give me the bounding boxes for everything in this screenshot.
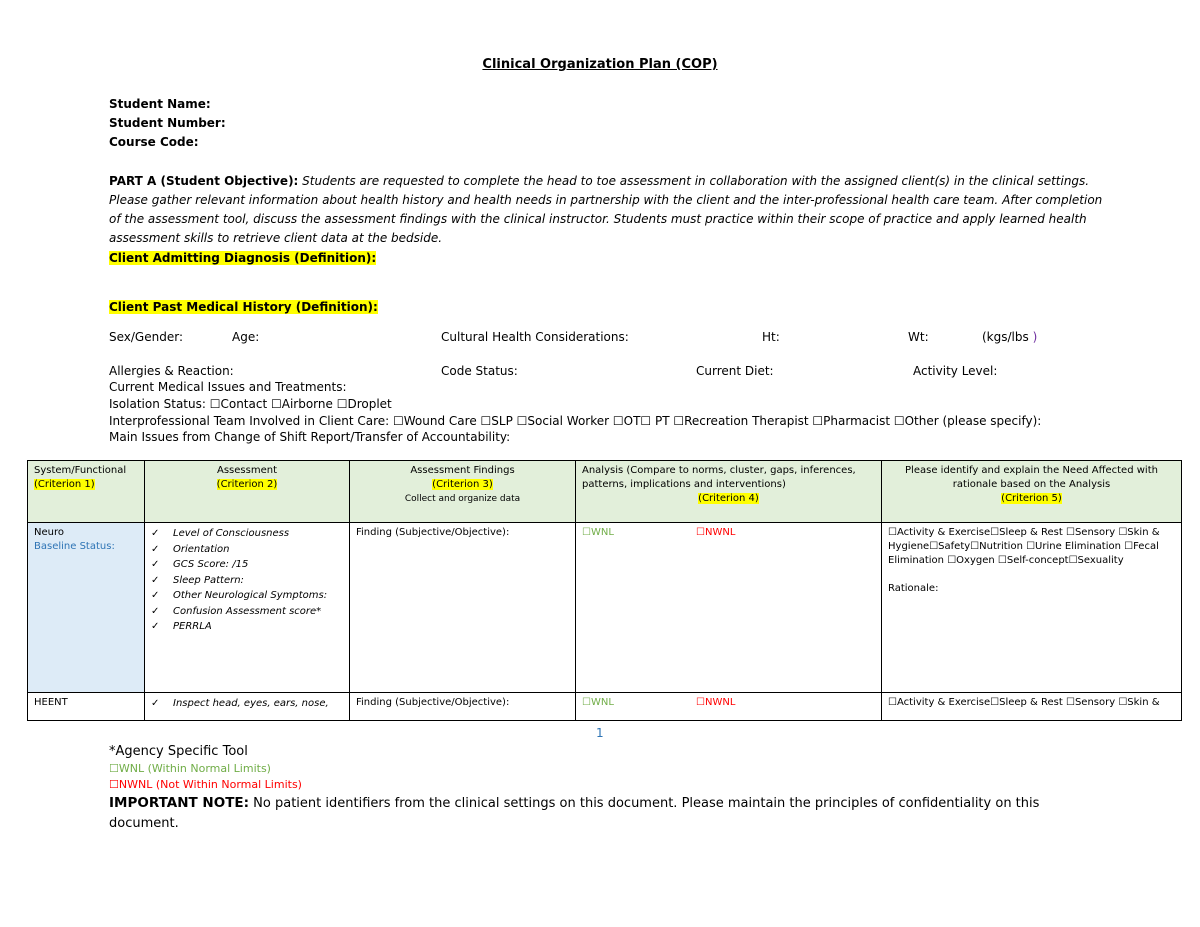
table-row-heent bbox=[28, 693, 1182, 721]
header-needs: Please identify and explain the Need Affected with rationale based on the Analysis (Criterion 5) bbox=[882, 461, 1182, 523]
student-name-label: Student Name: bbox=[109, 97, 211, 111]
cultural-label: Cultural Health Considerations: bbox=[441, 330, 629, 344]
neuro-assessment-item bbox=[151, 588, 343, 604]
document-title: Clinical Organization Plan (COP) bbox=[482, 57, 718, 72]
heent-finding-cell: Finding (Subjective/Objective): bbox=[350, 693, 576, 721]
checkmark-icon: ✓ bbox=[151, 605, 160, 617]
wnl-legend: ☐WNL (Within Normal Limits) bbox=[109, 762, 271, 775]
neuro-assessment-item bbox=[151, 573, 343, 589]
assessment-table bbox=[27, 460, 1182, 721]
neuro-assessment-item-label: GCS Score: /15 bbox=[173, 559, 249, 570]
checkmark-icon: ✓ bbox=[151, 543, 160, 555]
current-diet-label: Current Diet: bbox=[696, 364, 774, 378]
height-label: Ht: bbox=[762, 330, 780, 344]
heent-assessment-cell bbox=[145, 693, 350, 721]
student-number-label: Student Number: bbox=[109, 116, 226, 130]
heent-wnl-checkbox[interactable]: ☐WNL bbox=[582, 697, 614, 708]
neuro-wnl-checkbox[interactable]: ☐WNL bbox=[582, 527, 614, 538]
neuro-assessment-item-label: Other Neurological Symptoms: bbox=[173, 590, 328, 601]
neuro-needs-cell: ☐Activity & Exercise☐Sleep & Rest ☐Sensory ☐Skin & Hygiene☐Safety☐Nutrition ☐Urine Elimination ☐Fecal Elimination ☐Oxygen ☐Self-concept☐Sexuality Rationale: bbox=[882, 523, 1182, 693]
neuro-assessment-item bbox=[151, 526, 343, 542]
heent-system-cell: HEENT bbox=[28, 693, 145, 721]
shift-report-label: Main Issues from Change of Shift Report/Transfer of Accountability: bbox=[109, 430, 511, 444]
allergies-label: Allergies & Reaction: bbox=[109, 364, 234, 378]
interprofessional-team: Interprofessional Team Involved in Client Care: ☐Wound Care ☐SLP ☐Social Worker ☐OT☐ PT ☐Recreation Therapist ☐Pharmacist ☐Other (please specify): bbox=[109, 414, 1042, 428]
neuro-assessment-item-label: PERRLA bbox=[173, 621, 212, 632]
heent-nwnl-checkbox[interactable]: ☐NWNL bbox=[696, 697, 736, 708]
weight-unit-label: (kgs/lbs ) bbox=[982, 330, 1038, 344]
activity-level-label: Activity Level: bbox=[913, 364, 998, 378]
heent-analysis-cell bbox=[576, 693, 882, 721]
diagnosis-label: Client Admitting Diagnosis (Definition): bbox=[109, 251, 377, 265]
heent-assessment-item bbox=[151, 696, 343, 712]
neuro-finding-cell: Finding (Subjective/Objective): bbox=[350, 523, 576, 693]
checkmark-icon: ✓ bbox=[151, 559, 160, 570]
neuro-assessment-item bbox=[151, 542, 343, 558]
page-number: 1 bbox=[596, 726, 604, 740]
code-status-label: Code Status: bbox=[441, 364, 518, 378]
heent-assessment-item-label: Inspect head, eyes, ears, nose, bbox=[173, 698, 329, 709]
part-a-objective bbox=[109, 172, 1109, 248]
table-row-neuro bbox=[28, 523, 1182, 693]
neuro-assessment-item bbox=[151, 604, 343, 620]
checkmark-icon: ✓ bbox=[151, 698, 160, 709]
neuro-assessment-item bbox=[151, 557, 343, 573]
part-a-label: PART A (Student Objective): bbox=[109, 174, 299, 188]
checkmark-icon: ✓ bbox=[151, 574, 160, 586]
checkmark-icon: ✓ bbox=[151, 528, 160, 539]
nwnl-legend: ☐NWNL (Not Within Normal Limits) bbox=[109, 778, 302, 791]
header-analysis: Analysis (Compare to norms, cluster, gaps, inferences, patterns, implications and interventions) (Criterion 4) bbox=[576, 461, 882, 523]
header-findings: Assessment Findings (Criterion 3) Collect and organize data bbox=[350, 461, 576, 523]
neuro-nwnl-checkbox[interactable]: ☐NWNL bbox=[696, 527, 736, 538]
neuro-assessment-item bbox=[151, 619, 343, 635]
sex-gender-label: Sex/Gender: bbox=[109, 330, 183, 344]
neuro-system-cell: Neuro Baseline Status: bbox=[28, 523, 145, 693]
weight-label: Wt: bbox=[908, 330, 929, 344]
history-label: Client Past Medical History (Definition): bbox=[109, 300, 378, 314]
important-note: IMPORTANT NOTE: No patient identifiers from the clinical settings on this document. Please maintain the principles of confidentiality on this document. bbox=[109, 795, 1040, 831]
checkmark-icon: ✓ bbox=[151, 590, 160, 601]
agency-note: *Agency Specific Tool bbox=[109, 744, 248, 759]
isolation-status: Isolation Status: ☐Contact ☐Airborne ☐Droplet bbox=[109, 397, 392, 411]
checkmark-icon: ✓ bbox=[151, 621, 160, 632]
table-header-row bbox=[28, 461, 1182, 523]
medical-issues-label: Current Medical Issues and Treatments: bbox=[109, 380, 347, 394]
header-assessment: Assessment (Criterion 2) bbox=[145, 461, 350, 523]
neuro-analysis-cell bbox=[576, 523, 882, 693]
neuro-assessment-item-label: Confusion Assessment score* bbox=[173, 605, 322, 617]
neuro-assessment-item-label: Level of Consciousness bbox=[173, 528, 290, 539]
neuro-assessment-cell bbox=[145, 523, 350, 693]
neuro-assessment-item-label: Orientation bbox=[173, 543, 230, 555]
neuro-assessment-item-label: Sleep Pattern: bbox=[173, 574, 244, 586]
part-a-text: Students are requested to complete the head to toe assessment in collaboration with the assigned client(s) in the clinical settings. Please gather relevant information about health history and health needs in partnership with the client and the inter-professional health care team. After completion of the assessment tool, discuss the assessment findings with the clinical instructor. Students must practice within their scope of practice and apply learned health assessment skills to retrieve client data at the bedside. bbox=[109, 174, 1103, 245]
age-label: Age: bbox=[232, 330, 260, 344]
heent-needs-cell: ☐Activity & Exercise☐Sleep & Rest ☐Sensory ☐Skin & bbox=[882, 693, 1182, 721]
header-system: System/Functional (Criterion 1) bbox=[28, 461, 145, 523]
course-code-label: Course Code: bbox=[109, 135, 199, 149]
